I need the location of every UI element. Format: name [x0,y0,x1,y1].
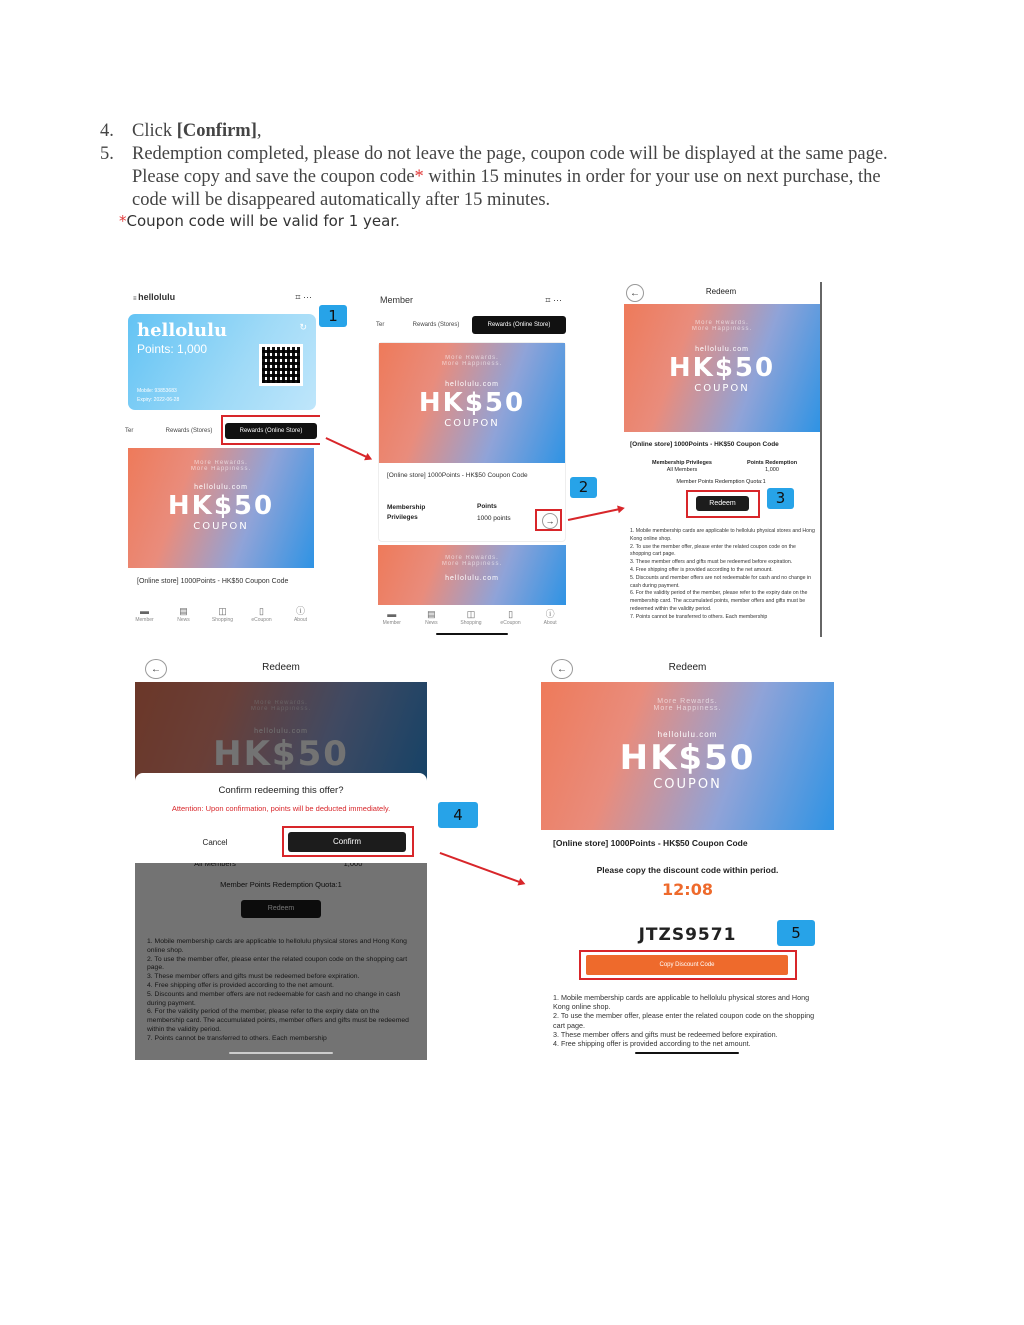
tab-ter[interactable]: Ter [125,428,134,434]
redemption-quota: Member Points Redemption Quota:1 [676,479,766,485]
card-expiry: Expiry: 2022-06-28 [137,397,180,403]
qr-scan-icon[interactable]: ⌗ [545,294,551,305]
asterisk: * [414,167,424,187]
step-5 [100,143,900,212]
highlight-box [579,950,797,980]
privileges-label: Membership Privileges [652,460,712,466]
offer-title: [Online store] 1000Points - HK$50 Coupon Code [553,838,748,848]
points-label: Points [477,503,497,510]
coupon-banner-next[interactable]: More Rewards. More Happiness. hellolulu.com [378,545,566,605]
step-number: 5. [100,144,114,164]
note-text: Coupon code will be valid for 1 year. [126,212,400,230]
rewards-tabs [372,316,570,334]
step-number: 4. [100,121,114,141]
tab-rewards-online[interactable]: Rewards (Online Store) [472,316,566,334]
screenshot-rewards-list [372,285,570,637]
modal-overlay[interactable] [135,682,427,1060]
dialog-warning: Attention: Upon confirmation, points will be deducted immediately. [171,804,391,813]
card-icon: ▬ [387,609,397,619]
step-text: , [256,121,262,141]
home-indicator [635,1052,739,1054]
brand-header: ≡ hellolulu [133,292,176,302]
step-text: Redemption completed, please do not leave the page, coupon code will be displayed at the same page. Please copy and save the coupon code [132,144,888,187]
page-title: Redeem [705,287,737,296]
offer-title: [Online store] 1000Points - HK$50 Coupon Code [387,472,528,479]
coupon-code: JTZS9571 [638,925,737,945]
redemption-label: Points Redemption [746,460,798,466]
countdown-timer: 12:08 [662,880,713,899]
qr-code [259,344,303,386]
copy-code-button[interactable]: Copy Discount Code [586,955,788,975]
bag-icon: ◫ [466,609,476,619]
info-icon: ⓘ [545,609,555,619]
nav-shopping[interactable]: ◫ Shopping [455,609,487,626]
coupon-banner: More Rewards. More Happiness. hellolulu.com HK$50 COUPON [541,682,834,830]
page-title: Redeem [668,662,707,673]
step-badge-5: 5 [777,920,815,946]
nav-ecoupon[interactable]: ▯ eCoupon [495,609,527,626]
bag-icon: ◫ [218,606,227,616]
page-title: Member [380,295,414,305]
highlight-box [221,415,320,445]
offer-title: [Online store] 1000Points - HK$50 Coupon Code [137,578,289,585]
offer-title: [Online store] 1000Points - HK$50 Coupon Code [630,441,779,448]
tab-rewards-stores[interactable]: Rewards (Stores) [412,322,460,328]
home-indicator [229,1052,333,1054]
coupon-banner: More Rewards. More Happiness. hellolulu.com HK$50 COUPON [379,343,565,463]
page-title: Redeem [262,662,300,673]
points-value: 1000 points [477,515,511,522]
validity-note [119,212,400,230]
confirm-button[interactable]: Confirm [288,832,406,852]
home-indicator [436,633,508,635]
screenshot-confirm-dialog [135,655,427,1060]
step-badge-3: 3 [767,488,794,509]
more-icon[interactable]: ··· [553,294,562,305]
terms-list: 1. Mobile membership cards are applicable to hellolulu physical stores and Hong Kong online shop. 2. To use the member offer, please enter the related coupon code on the shopping cart page. 3. These member offers and gifts must be redeemed before expiration. 4. Free shipping offer is provided according to the net amount. [553,993,815,1049]
privileges-value: All Members [666,467,698,473]
nav-member[interactable]: ▬ Member [376,609,408,626]
qr-scan-icon[interactable]: ⌗ [295,291,301,302]
highlight-box [535,509,562,531]
highlight-box [282,826,414,857]
step-badge-4: 4 [438,802,478,828]
back-arrow-icon[interactable]: ← [551,659,573,679]
coupon-icon: ▯ [259,606,264,616]
back-arrow-icon[interactable]: ← [626,284,644,302]
news-icon: ▤ [427,609,436,619]
back-arrow-icon[interactable]: ← [145,659,167,679]
screenshot-coupon-code [541,655,834,1060]
cancel-button[interactable]: Cancel [202,838,228,847]
tab-rewards-stores[interactable]: Rewards (Stores) [165,428,213,434]
card-icon: ▬ [140,606,149,616]
nav-about[interactable]: ⓘ About [534,609,566,626]
step-text: Click [132,121,177,141]
nav-about[interactable]: ⓘ About [285,606,317,623]
coupon-banner[interactable]: More Rewards. More Happiness. hellolulu.com HK$50 COUPON [128,448,314,568]
screenshot-redeem-detail [622,282,822,637]
nav-shopping[interactable]: ◫ Shopping [207,606,239,623]
dialog-title: Confirm redeeming this offer? [218,785,344,796]
nav-ecoupon[interactable]: ▯ eCoupon [246,606,278,623]
refresh-icon[interactable]: ↻ [299,322,307,332]
redeem-button[interactable]: Redeem [696,496,749,511]
step-text: within 15 minutes in order for your use on next purchase, the code will be disappeared automatically after 15 minutes. [132,167,881,210]
tab-rewards-online[interactable]: Rewards (Online Store) [225,423,317,439]
terms-list: 1. Mobile membership cards are applicable to hellolulu physical stores and Hong Kong online shop. 2. To use the member offer, please enter the related coupon code on the shopping cart page. 3. These member offers and gifts must be redeemed before expiration. 4. Free shipping offer is provided according to the net amount. 5. Discounts and member offers are not redeemable for cash and no change in cash during payment. 6. For the validity period of the member, please refer to the expiry date on the membership card. The accumulated points, member offers and gifts must be redeemed within the validity period. 7. Points cannot be transferred to others. Each membership [630,528,815,620]
nav-news[interactable]: ▤ News [415,609,447,626]
coupon-icon: ▯ [508,609,514,619]
more-icon[interactable]: ··· [303,291,312,302]
card-logo: hellolulu [137,320,228,341]
step-badge-2: 2 [570,477,597,498]
instructions-list [100,120,900,212]
redemption-value: 1,000 [765,467,779,473]
step-badge-1: 1 [319,305,347,327]
flow-arrow [568,507,623,520]
privileges-label: Membership Privileges [387,504,426,521]
flow-arrow [326,437,371,459]
asterisk: * [119,212,127,230]
coupon-banner: More Rewards. More Happiness. hellolulu.com HK$50 COUPON [624,304,820,432]
screenshot-member-card [125,285,320,630]
step-4 [100,120,900,143]
nav-member[interactable]: ▬ Member [129,606,161,623]
highlight-box [686,490,760,518]
tab-ter[interactable]: Ter [376,322,385,328]
info-icon: ⓘ [295,606,305,616]
flow-arrow [440,852,524,884]
arrow-right-icon[interactable]: → [542,513,558,529]
copy-prompt: Please copy the discount code within period. [596,865,779,875]
nav-news[interactable]: ▤ News [168,606,200,623]
confirm-keyword: [Confirm] [176,121,257,141]
card-mobile: Mobile: 93853683 [137,388,177,394]
news-icon: ▤ [179,606,188,616]
bottom-nav [125,606,320,630]
points-balance: Points: 1,000 [137,342,208,356]
membership-card [128,314,316,410]
